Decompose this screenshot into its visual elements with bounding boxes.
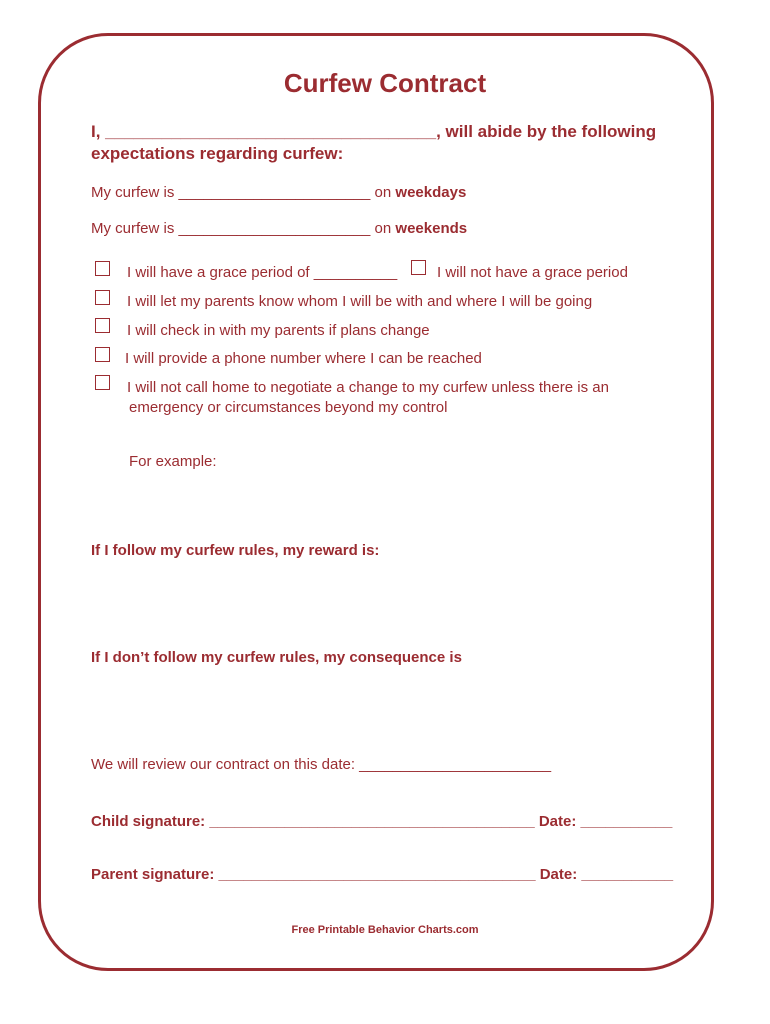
reward-label: If I follow my curfew rules, my reward is: xyxy=(91,542,380,559)
review-date-line: We will review our contract on this date: _______________________ xyxy=(91,756,552,773)
check-in-label: I will check in with my parents if plans change xyxy=(127,322,430,339)
curfew-weekends-line xyxy=(91,220,467,237)
no-negotiate-label-2: emergency or circumstances beyond my control xyxy=(129,399,448,416)
intro-line-2: expectations regarding curfew: xyxy=(91,144,344,163)
curfew-weekends-text: My curfew is _______________________ on xyxy=(91,220,392,237)
child-signature-line: Child signature: _______________________________________ Date: ___________ xyxy=(91,813,673,830)
checkbox-check-in[interactable] xyxy=(95,318,110,333)
weekdays-word: weekdays xyxy=(395,184,467,201)
page-border xyxy=(38,33,714,971)
weekends-word: weekends xyxy=(395,220,468,237)
example-label: For example: xyxy=(129,453,217,470)
checkbox-grace-period[interactable] xyxy=(95,261,110,276)
footer-credit: Free Printable Behavior Charts.com xyxy=(291,924,479,936)
intro-line-1: I, ___________________________________, will abide by the following xyxy=(91,122,657,141)
curfew-weekdays-line xyxy=(91,184,466,201)
no-negotiate-label-1: I will not call home to negotiate a change to my curfew unless there is an xyxy=(127,379,609,396)
phone-number-label: I will provide a phone number where I can be reached xyxy=(125,350,482,367)
curfew-weekdays-text: My curfew is _______________________ on xyxy=(91,184,392,201)
consequence-label: If I don’t follow my curfew rules, my consequence is xyxy=(91,649,462,666)
parents-know-label: I will let my parents know whom I will be with and where I will be going xyxy=(127,293,593,310)
checkbox-parents-know[interactable] xyxy=(95,290,110,305)
checkbox-no-negotiate[interactable] xyxy=(95,375,110,390)
page-title: Curfew Contract xyxy=(283,68,487,98)
parent-signature-line: Parent signature: ______________________________________ Date: ___________ xyxy=(91,866,674,883)
no-grace-period-label: I will not have a grace period xyxy=(437,264,628,281)
checkbox-phone-number[interactable] xyxy=(95,347,110,362)
grace-period-label: I will have a grace period of __________ xyxy=(127,264,398,281)
checkbox-no-grace-period[interactable] xyxy=(411,260,426,275)
